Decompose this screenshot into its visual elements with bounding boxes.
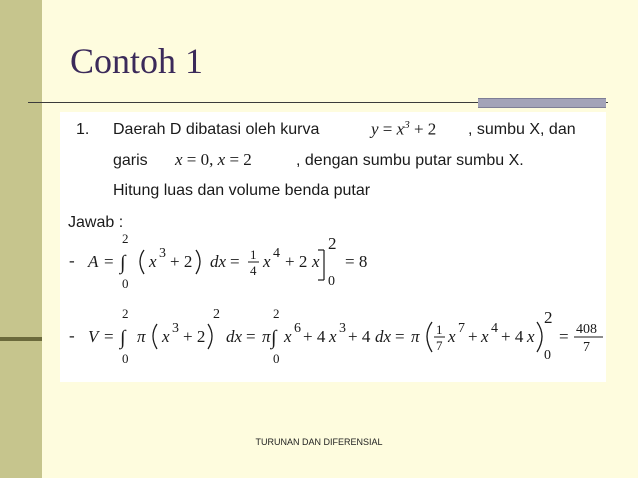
svg-text:dx: dx	[210, 252, 227, 271]
svg-text:0: 0	[122, 351, 129, 366]
slide-title: Contoh 1	[70, 41, 204, 81]
answer-heading: Jawab :	[68, 214, 124, 231]
problem-number: 1.	[76, 121, 90, 138]
svg-text:=: =	[230, 252, 240, 271]
svg-text:2: 2	[213, 307, 220, 322]
svg-text:∫: ∫	[120, 252, 126, 274]
svg-text:dx: dx	[226, 327, 243, 346]
title-divider-accent	[478, 98, 606, 108]
svg-text:+ 4: + 4	[303, 327, 326, 346]
svg-text:0: 0	[273, 351, 280, 366]
svg-text:7: 7	[436, 338, 443, 353]
svg-text:∫: ∫	[120, 327, 126, 349]
svg-text:6: 6	[294, 321, 301, 336]
svg-text:7: 7	[458, 321, 465, 336]
problem-line2-word: garis	[113, 152, 148, 169]
svg-text:∫: ∫	[271, 327, 277, 349]
svg-text:408: 408	[576, 322, 597, 337]
svg-text:4: 4	[250, 263, 257, 278]
problem-line1-tail: , sumbu X, dan	[468, 121, 576, 138]
svg-text:=: =	[559, 327, 569, 346]
svg-text:x: x	[312, 252, 320, 271]
area-equation	[60, 230, 606, 300]
svg-text:A: A	[88, 252, 99, 271]
svg-text:7: 7	[583, 340, 590, 355]
svg-text:2: 2	[273, 306, 280, 321]
svg-text:=: =	[104, 327, 114, 346]
content-panel	[60, 112, 606, 382]
svg-text:+ 2: + 2	[285, 252, 308, 271]
problem-line1-text: Daerah D dibatasi oleh kurva	[113, 121, 320, 138]
svg-text:3: 3	[159, 246, 166, 261]
svg-text:=: =	[246, 327, 256, 346]
svg-text:1: 1	[250, 247, 257, 262]
svg-text:x: x	[448, 327, 456, 346]
volume-equation	[60, 297, 606, 379]
svg-text:3: 3	[172, 321, 179, 336]
svg-text:π: π	[262, 327, 271, 346]
svg-text:4: 4	[273, 246, 280, 261]
svg-text:π: π	[411, 327, 420, 346]
svg-text:x: x	[284, 327, 292, 346]
svg-text:2: 2	[328, 234, 337, 253]
svg-text:=: =	[104, 252, 114, 271]
svg-text:1: 1	[436, 322, 443, 337]
svg-text:2: 2	[544, 308, 553, 327]
problem-line2-tail: , dengan sumbu putar sumbu X.	[296, 152, 524, 169]
svg-text:dx: dx	[375, 327, 392, 346]
svg-text:0: 0	[328, 274, 335, 289]
svg-text:x: x	[329, 327, 337, 346]
bounds-equation: x = 0, x = 2	[175, 150, 252, 169]
svg-text:3: 3	[339, 321, 346, 336]
left-band-accent	[0, 337, 42, 341]
svg-text:4: 4	[491, 321, 498, 336]
svg-text:0: 0	[122, 276, 129, 291]
svg-text:+ 4: + 4	[501, 327, 524, 346]
svg-text:-: -	[69, 251, 75, 270]
svg-text:+ 2: + 2	[170, 252, 193, 271]
svg-text:-: -	[69, 326, 75, 345]
svg-text:0: 0	[544, 348, 551, 363]
svg-text:2: 2	[122, 306, 129, 321]
svg-text:π: π	[137, 327, 146, 346]
svg-text:+ 4: + 4	[348, 327, 371, 346]
slide-footer: TURUNAN DAN DIFERENSIAL	[255, 437, 383, 447]
svg-text:= 8: = 8	[345, 252, 368, 271]
svg-text:x: x	[527, 327, 535, 346]
svg-text:x: x	[481, 327, 489, 346]
svg-text:V: V	[88, 327, 99, 346]
svg-text:+ 2: + 2	[183, 327, 206, 346]
svg-text:=: =	[395, 327, 405, 346]
svg-text:x: x	[263, 252, 271, 271]
svg-text:x: x	[162, 327, 170, 346]
problem-line3: Hitung luas dan volume benda putar	[113, 182, 371, 199]
svg-text:x: x	[149, 252, 157, 271]
svg-text:+: +	[468, 327, 478, 346]
left-decorative-band	[0, 0, 42, 478]
curve-equation: $y = x^3 + 2$	[371, 119, 437, 139]
svg-text:2: 2	[122, 231, 129, 246]
